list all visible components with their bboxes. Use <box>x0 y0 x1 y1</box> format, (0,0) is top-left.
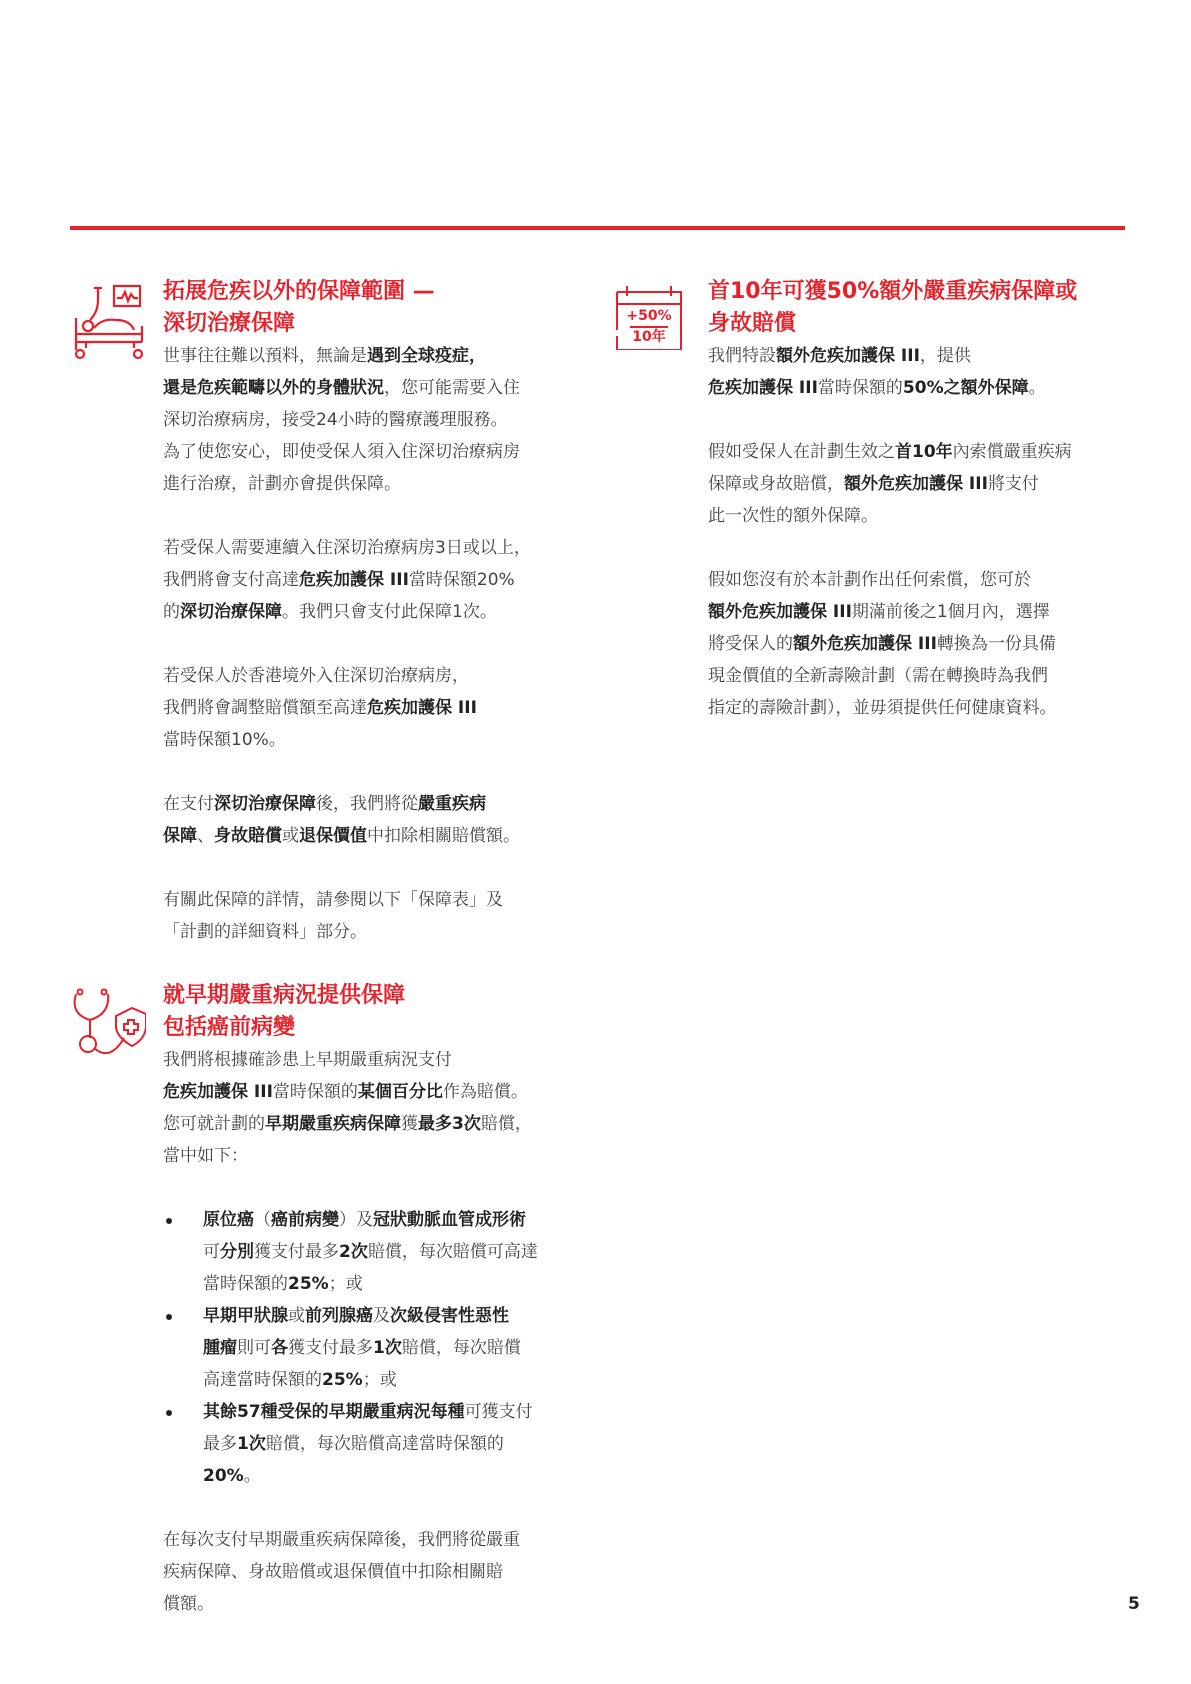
text-segment: 及 <box>373 1306 390 1326</box>
text-segment: 期滿前後之1個月內，選擇 <box>851 602 1050 622</box>
paragraph <box>163 788 603 852</box>
bold-text: 各 <box>271 1338 288 1358</box>
stethoscope-shield-icon <box>70 986 146 1056</box>
extra-cover-body <box>708 340 1148 724</box>
text-line <box>163 596 603 628</box>
text-line <box>203 1428 603 1460</box>
text-segment: 將受保人的 <box>708 634 793 654</box>
bold-text: 危疾加護保 III <box>367 698 477 718</box>
bold-text: 退保價值 <box>299 826 367 846</box>
text-segment: 中扣除相關賠償額。 <box>367 826 520 846</box>
text-line <box>708 500 1148 532</box>
text-segment: 最多 <box>203 1434 237 1454</box>
text-line <box>163 820 603 852</box>
bold-text: 深切治療保障 <box>180 602 282 622</box>
text-segment: 我們將會支付高達 <box>163 570 299 590</box>
paragraph <box>708 564 1148 724</box>
text-line <box>163 436 603 468</box>
title-line: 身故賠償 <box>708 311 797 336</box>
paragraph <box>708 436 1148 532</box>
bold-text: 冠狀動脈血管成形術 <box>373 1210 526 1230</box>
bold-text: 遇到全球疫症， <box>367 346 486 366</box>
title-line: 拓展危疾以外的保障範圍 — <box>163 279 435 304</box>
text-line <box>163 564 603 596</box>
text-line <box>203 1364 603 1396</box>
bold-text: 20% <box>203 1466 244 1486</box>
bold-text: 額外危疾加護保 III <box>844 474 988 494</box>
text-segment: 。 <box>243 1466 261 1486</box>
title-line: 就早期嚴重病況提供保障 <box>163 983 406 1008</box>
text-segment: 假如您沒有於本計劃作出任何索償，您可於 <box>708 570 1031 590</box>
text-segment: 假如受保人在計劃生效之 <box>708 442 895 462</box>
text-line <box>163 340 603 372</box>
text-segment: 賠償， <box>480 1114 532 1134</box>
text-segment: 在每次支付早期嚴重疾病保障後，我們將從嚴重 <box>163 1530 520 1550</box>
text-segment: 則可 <box>237 1338 271 1358</box>
bold-text: 額外危疾加護保 III <box>708 602 852 622</box>
text-segment: 賠償，每次賠償高達當時保額的 <box>265 1434 504 1454</box>
section-divider <box>70 226 1125 230</box>
paragraph <box>163 1044 603 1172</box>
text-line <box>163 532 603 564</box>
text-segment: 償額。 <box>163 1594 214 1614</box>
text-line <box>203 1332 603 1364</box>
text-segment: 指定的壽險計劃），並毋須提供任何健康資料。 <box>708 698 1057 718</box>
text-segment: 此一次性的額外保障。 <box>708 506 878 526</box>
text-line <box>163 1140 603 1172</box>
text-segment: 賠償，每次賠償可高達 <box>367 1242 538 1262</box>
text-segment: 作為賠償。 <box>442 1082 528 1102</box>
text-line <box>203 1204 603 1236</box>
bold-text: 首10年 <box>895 442 953 462</box>
text-line <box>708 628 1148 660</box>
text-segment: 當中如下： <box>163 1146 248 1166</box>
extra-cover-section-title <box>708 276 1148 340</box>
text-line <box>203 1300 603 1332</box>
text-segment: ）及 <box>339 1210 373 1230</box>
text-segment: 當時保額20% <box>408 570 515 590</box>
text-segment: 的 <box>163 602 180 622</box>
text-segment: 當時保額的 <box>817 378 903 398</box>
paragraph <box>163 884 603 948</box>
bold-text: 最多3次 <box>418 1114 481 1134</box>
text-line <box>163 788 603 820</box>
text-line <box>163 724 603 756</box>
text-segment: ，提供 <box>919 346 971 366</box>
calendar-plus50-icon <box>615 284 683 350</box>
text-line <box>708 596 1148 628</box>
early-illness-section-title <box>163 980 603 1044</box>
text-segment: ；或 <box>328 1274 363 1294</box>
text-segment: 可獲支付 <box>464 1402 533 1422</box>
bold-text: 其餘57種受保的早期嚴重病況每種 <box>203 1402 465 1422</box>
text-segment: 現金價值的全新壽險計劃（需在轉換時為我們 <box>708 666 1048 686</box>
text-line <box>163 404 603 436</box>
text-line <box>163 1588 603 1620</box>
bold-text: 前列腺癌 <box>305 1306 373 1326</box>
bold-text: 危疾加護保 III <box>708 378 818 398</box>
text-line <box>163 468 603 500</box>
list-item <box>163 1204 603 1300</box>
text-line <box>203 1236 603 1268</box>
bold-text: 2次 <box>339 1242 368 1262</box>
bold-text: 1次 <box>237 1434 266 1454</box>
text-line <box>203 1396 603 1428</box>
calendar-bottom-text: 10年 <box>632 329 666 345</box>
paragraph <box>163 532 603 628</box>
title-line: 首10年可獲50%額外嚴重疾病保障或 <box>708 279 1078 304</box>
text-line <box>163 916 603 948</box>
text-segment: 、 <box>197 826 214 846</box>
bold-text: 1次 <box>373 1338 402 1358</box>
text-segment: 世事往往難以預料，無論是 <box>163 346 367 366</box>
icu-section-title <box>163 276 603 340</box>
text-line <box>203 1460 603 1492</box>
bold-text: 25% <box>322 1370 363 1390</box>
text-segment: 或 <box>288 1306 305 1326</box>
bold-text: 某個百分比 <box>357 1082 443 1102</box>
paragraph <box>708 340 1148 404</box>
text-segment: 我們特設 <box>708 346 776 366</box>
early-illness-bullets <box>163 1204 603 1492</box>
paragraph <box>163 660 603 756</box>
text-segment: 賠償，每次賠償 <box>401 1338 521 1358</box>
right-column <box>708 276 1148 724</box>
bold-text: 分別 <box>220 1242 254 1262</box>
bold-text: 深切治療保障 <box>214 794 316 814</box>
hospital-bed-monitor-icon <box>72 282 148 360</box>
bold-text: 原位癌 <box>203 1210 254 1230</box>
text-segment: 為了使您安心，即使受保人須入住深切治療病房 <box>163 442 520 462</box>
text-segment: 保障或身故賠償， <box>708 474 844 494</box>
calendar-top-text: +50% <box>626 308 672 324</box>
text-line <box>708 340 1148 372</box>
text-line <box>708 692 1148 724</box>
text-segment: 轉換為一份具備 <box>936 634 1056 654</box>
text-segment: 或 <box>282 826 299 846</box>
text-segment: 我們將會調整賠償額至高達 <box>163 698 367 718</box>
left-column <box>163 276 603 1620</box>
bold-text: 早期嚴重疾病保障 <box>265 1114 401 1134</box>
bold-text: 早期甲狀腺 <box>203 1306 288 1326</box>
text-segment: 。我們只會支付此保障1次。 <box>282 602 497 622</box>
text-segment: 您可就計劃的 <box>163 1114 265 1134</box>
icu-section-body <box>163 340 603 948</box>
text-segment: 若受保人於香港境外入住深切治療病房， <box>163 666 469 686</box>
text-segment: 若受保人需要連續入住深切治療病房3日或以上， <box>163 538 531 558</box>
text-line <box>708 468 1148 500</box>
bold-text: 25% <box>288 1274 329 1294</box>
text-segment: 深切治療病房，接受24小時的醫療護理服務。 <box>163 410 508 430</box>
page-number: 5 <box>1128 1594 1140 1614</box>
text-segment: 將支付 <box>987 474 1039 494</box>
text-segment: 當時保額10%。 <box>163 730 286 750</box>
text-line <box>163 1524 603 1556</box>
text-line <box>708 436 1148 468</box>
text-segment: 疾病保障、身故賠償或退保價值中扣除相關賠 <box>163 1562 503 1582</box>
text-line <box>708 660 1148 692</box>
text-line <box>163 884 603 916</box>
bold-text: 還是危疾範疇以外的身體狀況 <box>163 378 384 398</box>
text-segment: 進行治療，計劃亦會提供保障。 <box>163 474 401 494</box>
text-segment: 我們將根據確診患上早期嚴重病況支付 <box>163 1050 452 1070</box>
bold-text: 癌前病變 <box>271 1210 339 1230</box>
text-segment: ；或 <box>362 1370 397 1390</box>
text-line <box>163 1556 603 1588</box>
bold-text: 額外危疾加護保 III <box>776 346 920 366</box>
text-line <box>163 1076 603 1108</box>
text-segment: 獲支付最多 <box>288 1338 373 1358</box>
text-line <box>163 1108 603 1140</box>
text-line <box>163 372 603 404</box>
list-item <box>163 1396 603 1492</box>
bold-text: 保障 <box>163 826 197 846</box>
title-line: 包括癌前病變 <box>163 1015 296 1040</box>
list-item <box>163 1300 603 1396</box>
early-illness-intro <box>163 1044 603 1172</box>
text-line <box>708 564 1148 596</box>
text-segment: ，您可能需要入住 <box>384 378 520 398</box>
bold-text: 額外危疾加護保 III <box>793 634 937 654</box>
text-segment: 後，我們將從 <box>316 794 418 814</box>
text-segment: 內索償嚴重疾病 <box>952 442 1072 462</box>
text-segment: 有關此保障的詳情，請參閱以下「保障表」及 <box>163 890 503 910</box>
text-segment: 當時保額的 <box>272 1082 358 1102</box>
text-segment: 在支付 <box>163 794 214 814</box>
bold-text: 次級侵害性惡性 <box>390 1306 509 1326</box>
title-line: 深切治療保障 <box>163 311 296 336</box>
text-segment: 可 <box>203 1242 220 1262</box>
text-line <box>163 1044 603 1076</box>
bold-text: 50%之額外保障 <box>902 378 1029 398</box>
text-segment: 高達當時保額的 <box>203 1370 322 1390</box>
text-line <box>163 660 603 692</box>
text-line <box>163 692 603 724</box>
text-segment: 。 <box>1028 378 1046 398</box>
text-segment: （ <box>254 1210 271 1230</box>
text-segment: 「計劃的詳細資料」部分。 <box>163 922 367 942</box>
early-illness-outro <box>163 1524 603 1620</box>
bold-text: 腫瘤 <box>203 1338 237 1358</box>
bold-text: 危疾加護保 III <box>299 570 409 590</box>
paragraph <box>163 340 603 500</box>
text-line <box>203 1268 603 1300</box>
text-segment: 獲 <box>401 1114 418 1134</box>
bold-text: 嚴重疾病 <box>418 794 486 814</box>
text-line <box>708 372 1148 404</box>
text-segment: 當時保額的 <box>203 1274 288 1294</box>
paragraph <box>163 1524 603 1620</box>
bold-text: 身故賠償 <box>214 826 282 846</box>
bold-text: 危疾加護保 III <box>163 1082 273 1102</box>
text-segment: 獲支付最多 <box>254 1242 339 1262</box>
